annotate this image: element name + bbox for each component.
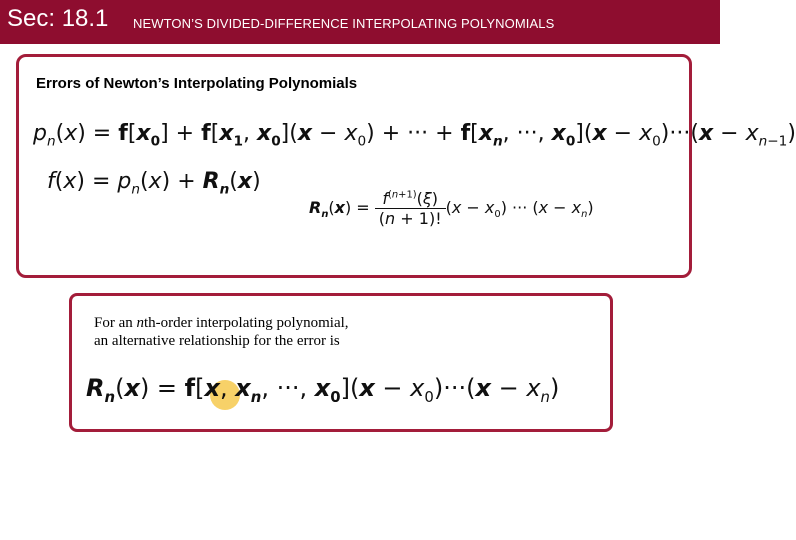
function-error-equation: $f(x) = p_n(x) + R_n(x)$ [47,169,261,198]
derivative-fraction: $\frac{f^{(n+1)}(\xi)}{(n + 1)!}$ [375,189,446,228]
text-line1-post: th-order interpolating polynomial, [144,315,349,331]
section-number: Sec: 18.1 [7,5,109,32]
newton-polynomial-equation: $p_n(x) = f[x_0] + f[x_1$, $x_0](x - x_0)$ + ··· + $f[x_n$, ···, $x_0](x - x_0)\cdot\cdot\cdot(x - x_{n-1})$ [33,121,796,150]
error-formulas-box [16,54,796,278]
divided-difference-error-equation: $R_n(x) = f[x$, $x_n$, ···, $x_0](x - x_0)\cdot\cdot\cdot(x - x_n)$ [86,374,560,406]
alternative-error-box [69,293,613,432]
text-line1-italic: n [136,315,144,331]
slide-title: NEWTON’S DIVIDED-DIFFERENCE INTERPOLATING POLYNOMIALS [133,16,555,31]
slide-header [0,0,720,44]
alternative-error-description [94,314,514,350]
box-title: Errors of Newton’s Interpolating Polynomials [36,75,358,92]
remainder-derivative-equation: $R_n(x)$ = $\frac{f^{(n+1)}(\xi)}{(n + 1)!}$ $(x - x_0)$ ··· $(x - x_n)$ [309,189,594,228]
text-line1-pre: For an [94,315,137,331]
text-line2: an alternative relationship for the error is [94,333,340,349]
